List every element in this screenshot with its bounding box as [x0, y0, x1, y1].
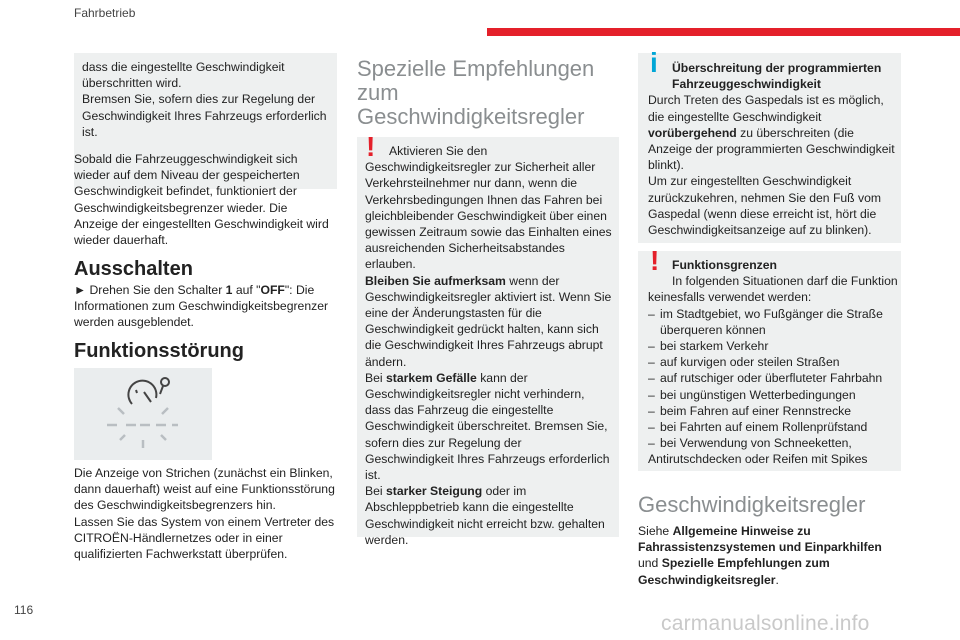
list-item: – bei ungünstigen Wetterbedingungen	[648, 387, 898, 403]
header-accent-bar	[487, 28, 960, 36]
text-fragment: zu überschreiten (die Anzeige der programmierten Geschwindigkeit blinkt).	[648, 125, 895, 173]
cross-reference-link: Allgemeine Hinweise zu Fahrassistenzsystemen und Einparkhilfen	[638, 524, 882, 555]
bold-fragment: starker Steigung	[386, 484, 483, 499]
text-fragment: .	[775, 572, 779, 587]
section-title-recommendations: Spezielle Empfehlungen zum Geschwindigkeitsregler	[357, 56, 595, 129]
text-fragment: und	[638, 556, 662, 571]
speed-limiter-fault-dashes-icon	[74, 368, 212, 460]
list-item: – bei starkem Verkehr	[648, 338, 898, 354]
watermark: carmanualsonline.info	[661, 612, 870, 635]
text-fragment: wenn der Geschwindigkeitsregler aktiviert ist. Wenn Sie eine der Änderungstasten für die Geschwindigkeit gedrückt halten, kann sich die Geschwindigkeit Ihres Fahrzeugs abrupt ändern.	[365, 273, 612, 369]
section-title-cruise-control: Geschwindigkeitsregler	[638, 492, 866, 517]
bold-fragment: Bleiben Sie aufmerksam	[365, 273, 506, 288]
limits-intro: In folgenden Situationen darf die Funktion keinesfalls verwendet werden:	[648, 274, 898, 305]
warning-box-limits	[638, 245, 901, 471]
info-box-overspeed	[638, 47, 901, 243]
switch-position: OFF	[260, 283, 285, 297]
list-item: – auf kurvigen oder steilen Straßen	[648, 354, 898, 370]
heading-ausschalten: Ausschalten	[74, 258, 193, 280]
arrow-bullet-icon: ►	[74, 283, 87, 297]
heading-funktionsstoerung: Funktionsstörung	[74, 340, 244, 362]
paragraph-ausschalten	[74, 282, 336, 331]
bold-fragment: vorübergehend	[648, 125, 737, 140]
info-text-2: Um zur eingestellten Geschwindigkeit zurückzukehren, nehmen Sie den Fuß vom Gaspedal (wenn diese erreicht ist, hört die Geschwindigkeitsanzeige auf zu blinken).	[648, 174, 882, 238]
text-fragment: Drehen Sie den Schalter	[89, 283, 226, 297]
text-fragment: kann der Geschwindigkeitsregler nicht verhindern, dass das Fahrzeug die eingestellte Geschwindigkeit überschreitet. Bremsen Sie, sofern dies zur Regelung der Geschwindigkeit Ihres Fahrzeugs erforderlich ist.	[365, 370, 610, 483]
bold-fragment: starkem Gefälle	[386, 370, 477, 385]
list-item: – im Stadtgebiet, wo Fußgänger die Straße überqueren können	[648, 306, 898, 338]
info-text-1	[648, 92, 896, 173]
list-item: – bei Verwendung von Schneeketten,	[648, 435, 898, 451]
text-fragment: oder im Abschleppbetrieb kann die eingestellte Geschwindigkeit nicht erreicht bzw. gehalten werden.	[365, 484, 605, 547]
list-item: – auf rutschiger oder überfluteter Fahrbahn	[648, 370, 898, 386]
warning-text-3	[365, 370, 613, 483]
text-fragment: Durch Treten des Gaspedals ist es möglich, die eingestellte Geschwindigkeit	[648, 93, 884, 124]
text-fragment: auf "	[232, 283, 261, 297]
text-fragment: ": Die Informationen zum Geschwindigkeitsbegrenzer werden ausgeblendet.	[74, 283, 329, 330]
paragraph-resume: Sobald die Fahrzeuggeschwindigkeit sich wieder auf dem Niveau der gespeicherten Geschwindigkeit befindet, funktioniert der Geschwindigkeitsbegrenzer wieder. Die Anzeige der eingestellten Geschwindigkeit wird wieder dauerhaft.	[74, 152, 329, 248]
limits-last-line: Antirutschdecken oder Reifen mit Spikes	[648, 452, 868, 467]
paragraph-stoerung: Die Anzeige von Strichen (zunächst ein Blinken, dann dauerhaft) weist auf eine Funktionsstörung des Geschwindigkeitsbegrenzers hin. Lassen Sie das System von einem Vertreter des CITROËN-Händlernetzes oder in einer qualifizierten Fachwerkstatt überprüfen.	[74, 466, 335, 562]
switch-number: 1	[225, 283, 233, 297]
text-fragment: Bei	[365, 484, 387, 499]
limits-title: Funktionsgrenzen	[672, 258, 777, 272]
warning-text-1: Aktivieren Sie den Geschwindigkeitsregler zur Sicherheit aller Verkehrsteilnehmer nur dann, wenn die Verkehrsbedingungen Ihnen das Fahren bei gleichbleibender Geschwindigkeit über einen gewissen Zeitraum sowie das Einhalten eines ausreichenden Sicherheitsabstandes erlauben.	[365, 144, 612, 272]
warning-exclamation-icon: !	[366, 131, 376, 162]
info-icon: i	[650, 47, 658, 78]
page-number: 116	[14, 603, 34, 617]
limits-list	[648, 306, 898, 452]
limits-content	[648, 257, 898, 468]
warning-text-4	[365, 483, 613, 548]
info-title: Überschreitung der programmierten Fahrzeuggeschwindigkeit	[672, 61, 882, 92]
list-item: – beim Fahren auf einer Rennstrecke	[648, 403, 898, 419]
see-also-paragraph	[638, 523, 900, 588]
warning-text-2	[365, 273, 613, 370]
text-fragment: Bei	[365, 370, 387, 385]
warning-box-recommendations	[357, 131, 619, 547]
running-header: Fahrbetrieb	[74, 6, 136, 20]
text-fragment: Siehe	[638, 524, 673, 538]
info-content	[648, 60, 896, 238]
list-item: – bei Fahrten auf einem Rollenprüfstand	[648, 419, 898, 435]
warning-content	[365, 143, 613, 548]
continued-warning-text: dass die eingestellte Geschwindigkeit überschritten wird. Bremsen Sie, sofern dies zur Regelung der Geschwindigkeit Ihres Fahrzeugs erforderlich ist.	[82, 60, 327, 139]
warning-exclamation-icon: !	[650, 245, 660, 276]
cross-reference-link: Spezielle Empfehlungen zum Geschwindigkeitsregler	[638, 556, 830, 587]
fault-display-illustration	[74, 368, 212, 460]
